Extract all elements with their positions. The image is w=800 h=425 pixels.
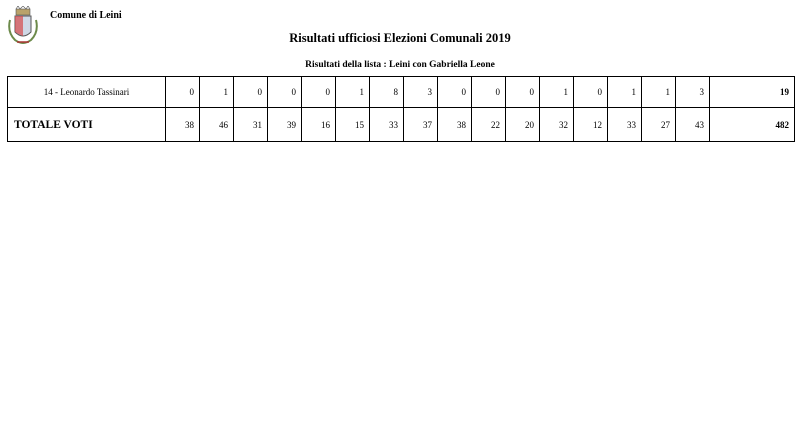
- total-vote-cell: 16: [302, 108, 336, 142]
- vote-cell: 1: [540, 77, 574, 108]
- vote-cell: 0: [438, 77, 472, 108]
- vote-cell: 0: [506, 77, 540, 108]
- vote-cell: 0: [234, 77, 268, 108]
- total-vote-cell: 46: [200, 108, 234, 142]
- total-vote-cell: 20: [506, 108, 540, 142]
- total-vote-cell: 39: [268, 108, 302, 142]
- vote-cell: 1: [336, 77, 370, 108]
- list-subtitle: Risultati della lista : Leini con Gabriella Leone: [305, 60, 495, 70]
- total-vote-cell: 15: [336, 108, 370, 142]
- total-vote-cell: 22: [472, 108, 506, 142]
- total-vote-cell: 33: [370, 108, 404, 142]
- total-vote-cell: 31: [234, 108, 268, 142]
- vote-cell: 0: [166, 77, 200, 108]
- vote-cell: 1: [608, 77, 642, 108]
- vote-cell: 1: [200, 77, 234, 108]
- page-title: Risultati ufficiosi Elezioni Comunali 2019: [289, 31, 511, 45]
- total-vote-cell: 32: [540, 108, 574, 142]
- total-vote-cell: 37: [404, 108, 438, 142]
- grand-total: 482: [710, 108, 795, 142]
- vote-cell: 1: [642, 77, 676, 108]
- total-vote-cell: 33: [608, 108, 642, 142]
- candidate-total: 19: [710, 77, 795, 108]
- vote-cell: 3: [676, 77, 710, 108]
- vote-cell: 3: [404, 77, 438, 108]
- comune-name: Comune di Leini: [50, 10, 122, 21]
- results-table: [7, 76, 795, 142]
- total-vote-cell: 12: [574, 108, 608, 142]
- vote-cell: 8: [370, 77, 404, 108]
- vote-cell: 0: [268, 77, 302, 108]
- totals-label: TOTALE VOTI: [8, 108, 166, 142]
- table-row-totals: [8, 108, 795, 142]
- vote-cell: 0: [302, 77, 336, 108]
- vote-cell: 0: [574, 77, 608, 108]
- vote-cell: 0: [472, 77, 506, 108]
- candidate-name: 14 - Leonardo Tassinari: [8, 77, 166, 108]
- total-vote-cell: 38: [438, 108, 472, 142]
- total-vote-cell: 27: [642, 108, 676, 142]
- total-vote-cell: 38: [166, 108, 200, 142]
- table-row: [8, 77, 795, 108]
- total-vote-cell: 43: [676, 108, 710, 142]
